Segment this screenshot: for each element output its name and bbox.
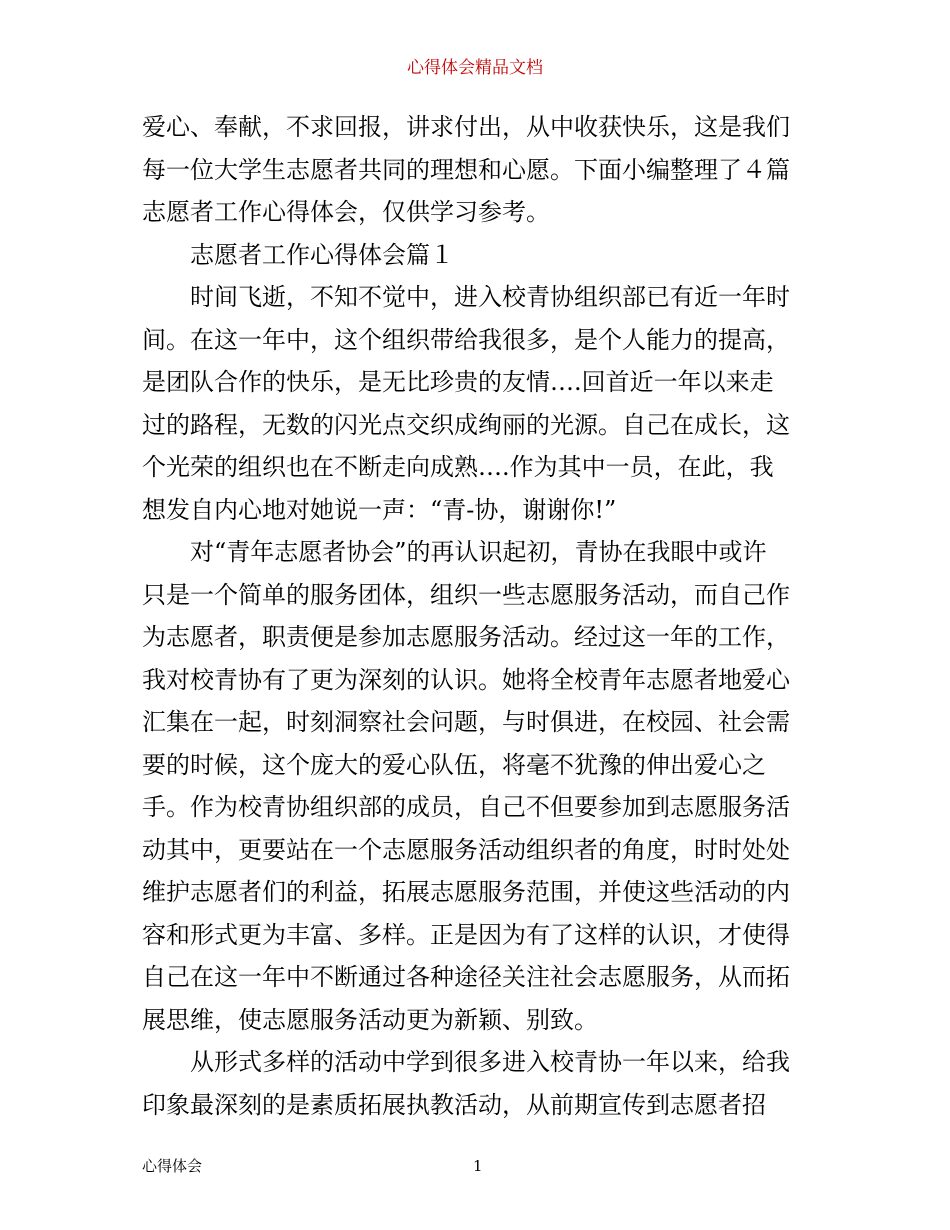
text-line: 印象最深刻的是素质拓展执教活动，从前期宣传到志愿者招 [142, 1090, 766, 1119]
text-line: 动其中，更要站在一个志愿服务活动组织者的角度，时时处处 [142, 835, 790, 864]
page-number: 1 [473, 1157, 483, 1175]
text-line: 容和形式更为丰富、多样。正是因为有了这样的认识，才使得 [142, 920, 790, 949]
text-line: 维护志愿者们的利益，拓展志愿服务范围，并使这些活动的内 [142, 878, 790, 906]
text-line: 为志愿者，职责便是参加志愿服务活动。经过这一年的工作， [142, 623, 790, 651]
section-heading: 志愿者工作心得体会篇１ [190, 240, 454, 269]
text-line: 过的路程，无数的闪光点交织成绚丽的光源。自己在成长，这 [142, 410, 790, 439]
text-line: 手。作为校青协组织部的成员，自己不但要参加到志愿服务活 [142, 793, 790, 821]
text-line: 爱心、奉献，不求回报，讲求付出，从中收获快乐，这是我们 [142, 113, 790, 141]
text-line: 从形式多样的活动中学到很多进入校青协一年以来，给我 [190, 1048, 790, 1076]
text-line: 我对校青协有了更为深刻的认识。她将全校青年志愿者地爱心 [142, 665, 790, 694]
text-line: 是团队合作的快乐，是无比珍贵的友情….回首近一年以来走 [142, 368, 774, 396]
text-line: 志愿者工作心得体会，仅供学习参考。 [142, 198, 550, 226]
page-header-title: 心得体会精品文档 [407, 58, 543, 78]
text-line: 时间飞逝，不知不觉中，进入校青协组织部已有近一年时 [190, 283, 790, 311]
text-line: 要的时候，这个庞大的爱心队伍，将毫不犹豫的伸出爱心之 [142, 750, 766, 779]
text-line: 展思维，使志愿服务活动更为新颖、别致。 [142, 1005, 598, 1034]
footer-label: 心得体会 [142, 1157, 203, 1175]
text-line: 想发自内心地对她说一声：“青-协，谢谢你!” [142, 495, 617, 524]
document-body [142, 106, 812, 1126]
text-line: 每一位大学生志愿者共同的理想和心愿。下面小编整理了４篇 [142, 155, 790, 184]
text-line: 只是一个简单的服务团体，组织一些志愿服务活动，而自己作 [142, 580, 790, 609]
text-line: 间。在这一年中，这个组织带给我很多，是个人能力的提高， [142, 325, 790, 354]
text-line: 汇集在一起，时刻洞察社会问题，与时俱进，在校园、社会需 [142, 708, 790, 736]
text-line: 自己在这一年中不断通过各种途径关注社会志愿服务，从而拓 [142, 963, 790, 991]
text-line: 个光荣的组织也在不断走向成熟….作为其中一员，在此，我 [142, 453, 774, 481]
text-line: 对“青年志愿者协会”的再认识起初，青协在我眼中或许 [190, 538, 767, 566]
